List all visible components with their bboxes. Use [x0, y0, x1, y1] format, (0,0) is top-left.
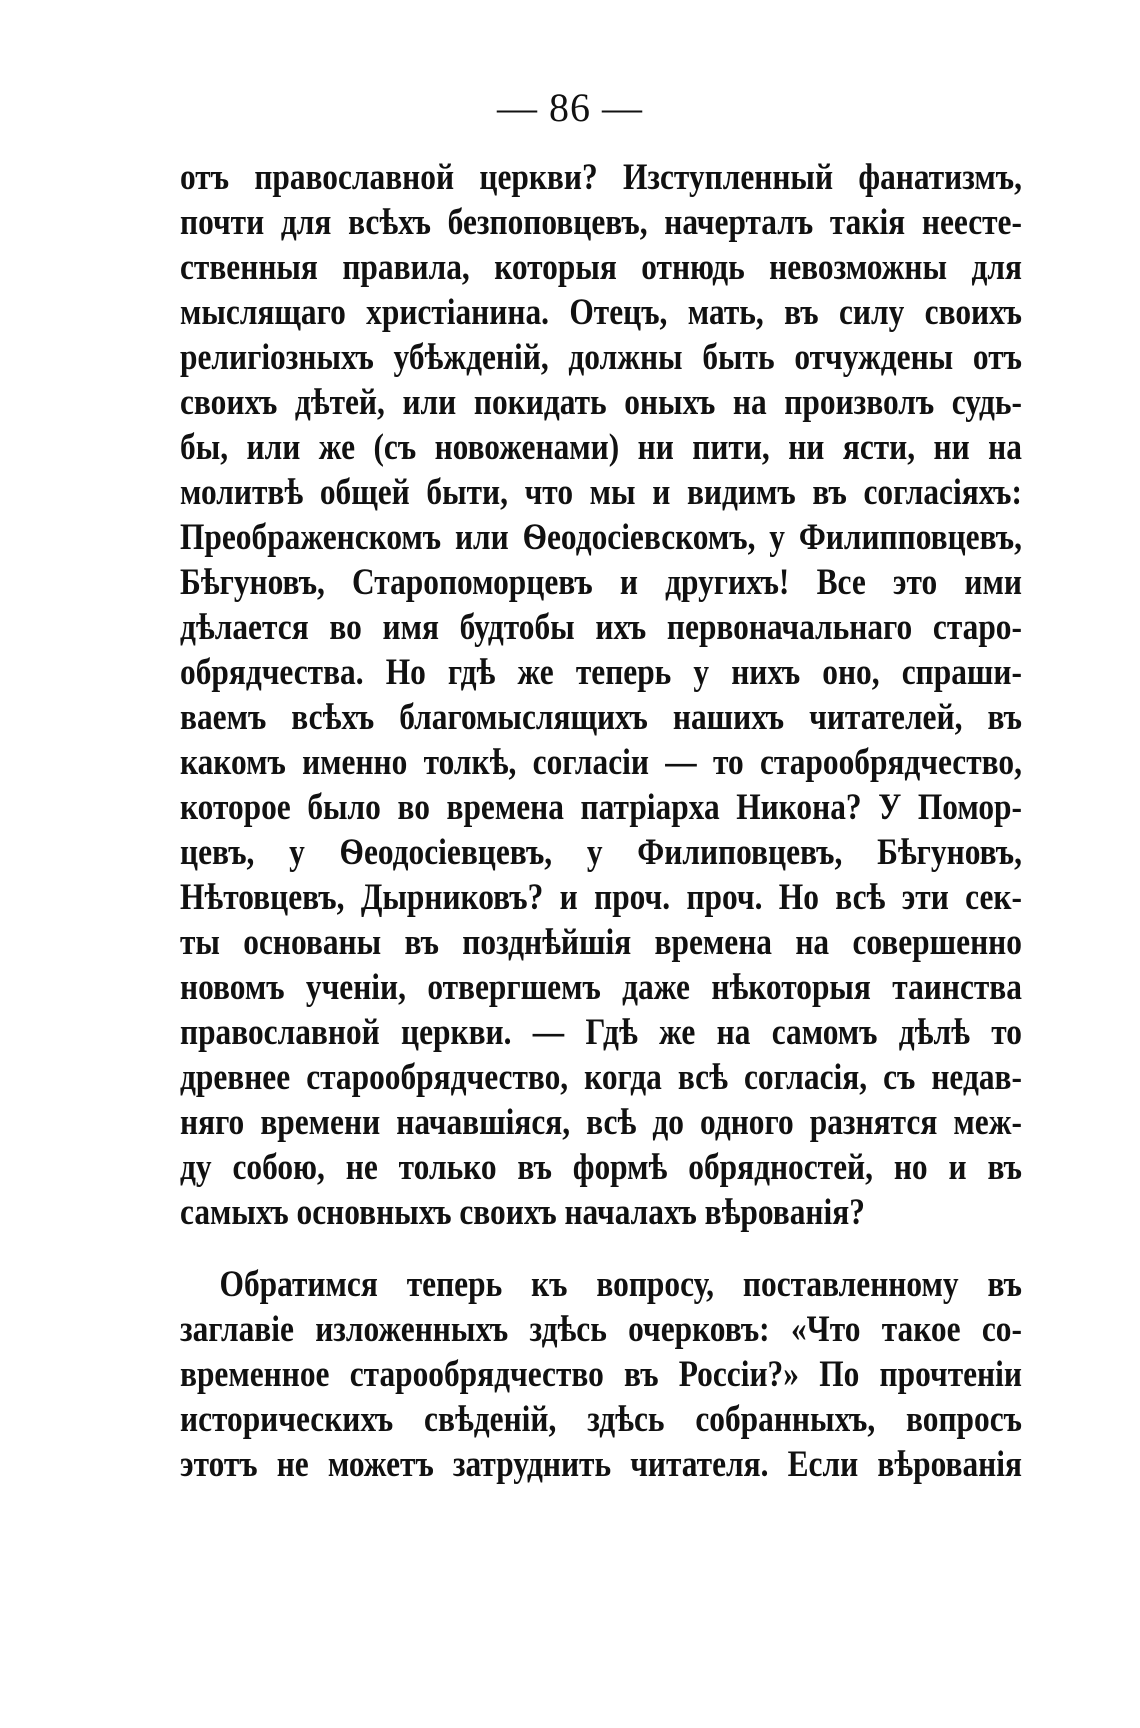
text-line: ду собою, не только въ формѣ обрядностей, но и въ	[180, 1146, 1022, 1187]
text-line: древнее старообрядчество, когда всѣ согласія, съ недав-	[180, 1056, 1022, 1097]
text-line: почти для всѣхъ безпоповцевъ, начерталъ такія неесте-	[180, 201, 1022, 242]
text-line: историческихъ свѣденій, здѣсь собранныхъ, вопросъ	[180, 1398, 1022, 1439]
text-line: Бѣгуновъ, Старопоморцевъ и другихъ! Все это ими	[180, 561, 1022, 602]
text-line: ты основаны въ позднѣйшія времена на совершенно	[180, 921, 1022, 962]
text-line: Обратимся теперь къ вопросу, поставленному въ	[219, 1263, 1022, 1304]
text-line: религіозныхъ убѣжденій, должны быть отчуждены отъ	[180, 336, 1022, 377]
text-line: ваемъ всѣхъ благомыслящихъ нашихъ читателей, въ	[180, 696, 1022, 737]
text-line: новомъ ученіи, отвергшемъ даже нѣкоторыя таинства	[180, 966, 1022, 1007]
page-number: — 86 —	[497, 85, 643, 130]
text-line: какомъ именно толкѣ, согласіи — то старообрядчество,	[180, 741, 1022, 782]
text-line: молитвѣ общей быти, что мы и видимъ въ согласіяхъ:	[180, 471, 1022, 512]
text-line: бы, или же (съ новоженами) ни пити, ни ясти, ни на	[180, 426, 1022, 467]
text-line: мыслящаго христіанина. Отецъ, мать, въ силу своихъ	[180, 291, 1022, 332]
text-line: заглавіе изложенныхъ здѣсь очерковъ: «Что такое со-	[180, 1308, 1022, 1349]
text-line: которое было во времена патріарха Никона? У Помор-	[180, 786, 1022, 827]
text-line: временное старообрядчество въ Россіи?» По прочтеніи	[180, 1353, 1022, 1394]
paragraph-2	[180, 1261, 1022, 1486]
text-line: няго времени начавшіяся, всѣ до одного разнятся меж-	[180, 1101, 1022, 1142]
text-line: православной церкви. — Гдѣ же на самомъ дѣлѣ то	[180, 1011, 1022, 1052]
text-line: своихъ дѣтей, или покидать оныхъ на произволъ судь-	[180, 381, 1022, 422]
text-line: отъ православной церкви? Изступленный фанатизмъ,	[180, 156, 1022, 197]
text-line: Преображенскомъ или Ѳеодосіевскомъ, у Филипповцевъ,	[180, 516, 1022, 557]
paragraph-1	[180, 154, 1022, 1234]
text-line: цевъ, у Ѳеодосіевцевъ, у Филиповцевъ, Бѣгуновъ,	[180, 831, 1022, 872]
text-line: Нѣтовцевъ, Дырниковъ? и проч. проч. Но всѣ эти сек-	[180, 876, 1022, 917]
text-line: обрядчества. Но гдѣ же теперь у нихъ оно, спраши-	[180, 651, 1022, 692]
text-line: дѣлается во имя будтобы ихъ первоначальнаго старо-	[180, 606, 1022, 647]
text-line: ственныя правила, которыя отнюдь невозможны для	[180, 246, 1022, 287]
text-line: этотъ не можетъ затруднить читателя. Если вѣрованія	[180, 1443, 1022, 1484]
text-line: самыхъ основныхъ своихъ началахъ вѣрованія?	[180, 1191, 865, 1232]
